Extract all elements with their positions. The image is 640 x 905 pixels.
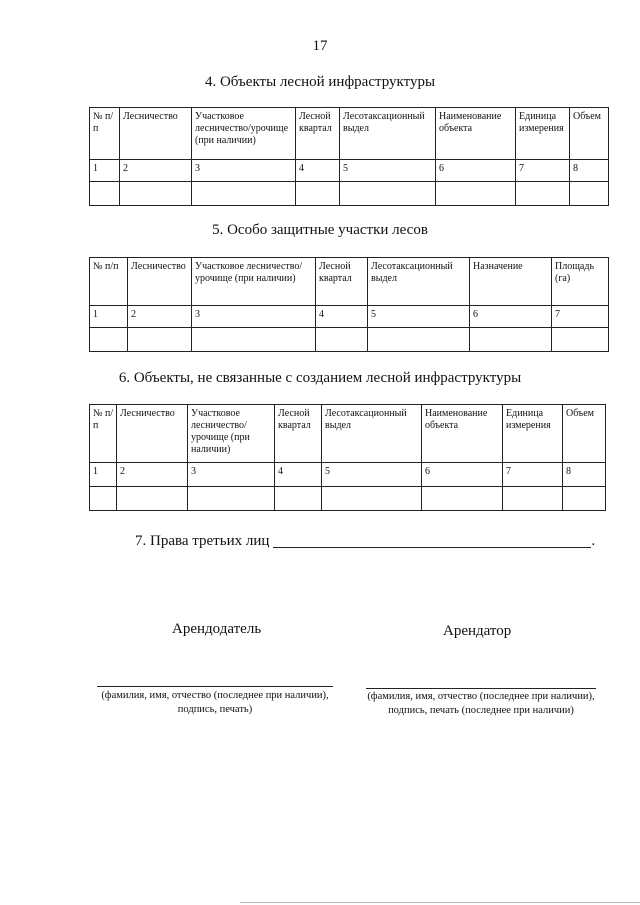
- table-empty-row: [90, 182, 609, 206]
- number-cell: 7: [503, 463, 563, 487]
- empty-cell: [422, 487, 503, 511]
- empty-cell: [117, 487, 188, 511]
- empty-cell: [192, 328, 316, 352]
- number-cell: 3: [192, 306, 316, 328]
- number-cell: 8: [563, 463, 606, 487]
- header-cell: № п/п: [90, 258, 128, 306]
- lessee-signature-caption: [354, 690, 608, 717]
- empty-cell: [316, 328, 368, 352]
- third-party-rights-blank: [273, 532, 591, 548]
- header-cell: Лесничество: [117, 405, 188, 463]
- header-cell: Лесотаксационный выдел: [368, 258, 470, 306]
- empty-cell: [192, 182, 296, 206]
- table-header-row: [90, 258, 609, 306]
- number-cell: 5: [368, 306, 470, 328]
- scan-edge-line: [240, 902, 640, 903]
- header-cell: № п/п: [90, 405, 117, 463]
- header-cell: Лесотаксационный выдел: [340, 108, 436, 160]
- table-header-row: [90, 108, 609, 160]
- number-cell: 5: [322, 463, 422, 487]
- lessor-caption-line-2: подпись, печать): [177, 703, 253, 715]
- header-cell: № п/п: [90, 108, 120, 160]
- third-party-rights: [135, 532, 595, 550]
- section-5-title: 5. Особо защитные участки лесов: [212, 222, 428, 238]
- empty-cell: [516, 182, 570, 206]
- header-cell: Участковое лесничество/урочище (при наличии): [192, 108, 296, 160]
- empty-cell: [188, 487, 275, 511]
- header-cell: Объем: [570, 108, 609, 160]
- header-cell: Лесной квартал: [296, 108, 340, 160]
- protective-areas-table: [89, 257, 609, 352]
- number-cell: 6: [436, 160, 516, 182]
- number-cell: 7: [552, 306, 609, 328]
- number-cell: 7: [516, 160, 570, 182]
- number-cell: 2: [120, 160, 192, 182]
- number-cell: 2: [117, 463, 188, 487]
- empty-cell: [90, 328, 128, 352]
- header-cell: Единица измерения: [516, 108, 570, 160]
- number-cell: 3: [188, 463, 275, 487]
- header-cell: Лесной квартал: [316, 258, 368, 306]
- lessor-signature-line: [97, 686, 333, 687]
- header-cell: Лесничество: [128, 258, 192, 306]
- empty-cell: [368, 328, 470, 352]
- forest-infrastructure-table: [89, 107, 609, 206]
- lessee-caption-line-2: подпись, печать (последнее при наличии): [388, 704, 574, 716]
- empty-cell: [296, 182, 340, 206]
- number-cell: 4: [316, 306, 368, 328]
- number-cell: 4: [275, 463, 322, 487]
- empty-cell: [128, 328, 192, 352]
- empty-cell: [120, 182, 192, 206]
- empty-cell: [436, 182, 516, 206]
- empty-cell: [90, 487, 117, 511]
- number-cell: 6: [422, 463, 503, 487]
- header-cell: Участковое лесничество/ урочище (при наличии): [188, 405, 275, 463]
- empty-cell: [275, 487, 322, 511]
- lessor-caption-line-1: (фамилия, имя, отчество (последнее при наличии),: [101, 690, 329, 701]
- empty-cell: [322, 487, 422, 511]
- table-number-row: [90, 463, 606, 487]
- number-cell: 2: [128, 306, 192, 328]
- number-cell: 4: [296, 160, 340, 182]
- empty-cell: [552, 328, 609, 352]
- section-7-end: .: [591, 533, 596, 549]
- number-cell: 8: [570, 160, 609, 182]
- lessee-caption-line-1: (фамилия, имя, отчество (последнее при наличии),: [367, 691, 595, 702]
- header-cell: Площадь (га): [552, 258, 609, 306]
- header-cell: Объем: [563, 405, 606, 463]
- table-empty-row: [90, 328, 609, 352]
- lessee-signature-line: [366, 688, 596, 689]
- header-cell: Лесотаксационный выдел: [322, 405, 422, 463]
- header-cell: Наименование объекта: [436, 108, 516, 160]
- header-cell: Лесной квартал: [275, 405, 322, 463]
- number-cell: 6: [470, 306, 552, 328]
- number-cell: 1: [90, 463, 117, 487]
- number-cell: 3: [192, 160, 296, 182]
- number-cell: 1: [90, 306, 128, 328]
- lessee-label: Арендатор: [443, 623, 512, 639]
- empty-cell: [90, 182, 120, 206]
- header-cell: Участковое лесничество/урочище (при наличии): [192, 258, 316, 306]
- page-number: 17: [312, 38, 328, 54]
- non-infrastructure-objects-table: [89, 404, 606, 511]
- table-number-row: [90, 160, 609, 182]
- empty-cell: [340, 182, 436, 206]
- table-empty-row: [90, 487, 606, 511]
- empty-cell: [470, 328, 552, 352]
- section-6-title: 6. Объекты, не связанные с созданием лесной инфраструктуры: [118, 370, 522, 386]
- header-cell: Наименование объекта: [422, 405, 503, 463]
- header-cell: Назначение: [470, 258, 552, 306]
- number-cell: 1: [90, 160, 120, 182]
- lessor-signature-caption: [88, 689, 342, 716]
- empty-cell: [503, 487, 563, 511]
- section-7-title: 7. Права третьих лиц: [135, 533, 270, 549]
- section-4-title: 4. Объекты лесной инфраструктуры: [204, 74, 436, 90]
- table-header-row: [90, 405, 606, 463]
- header-cell: Лесничество: [120, 108, 192, 160]
- header-cell: Единица измерения: [503, 405, 563, 463]
- empty-cell: [563, 487, 606, 511]
- table-number-row: [90, 306, 609, 328]
- empty-cell: [570, 182, 609, 206]
- number-cell: 5: [340, 160, 436, 182]
- lessor-label: Арендодатель: [172, 621, 262, 637]
